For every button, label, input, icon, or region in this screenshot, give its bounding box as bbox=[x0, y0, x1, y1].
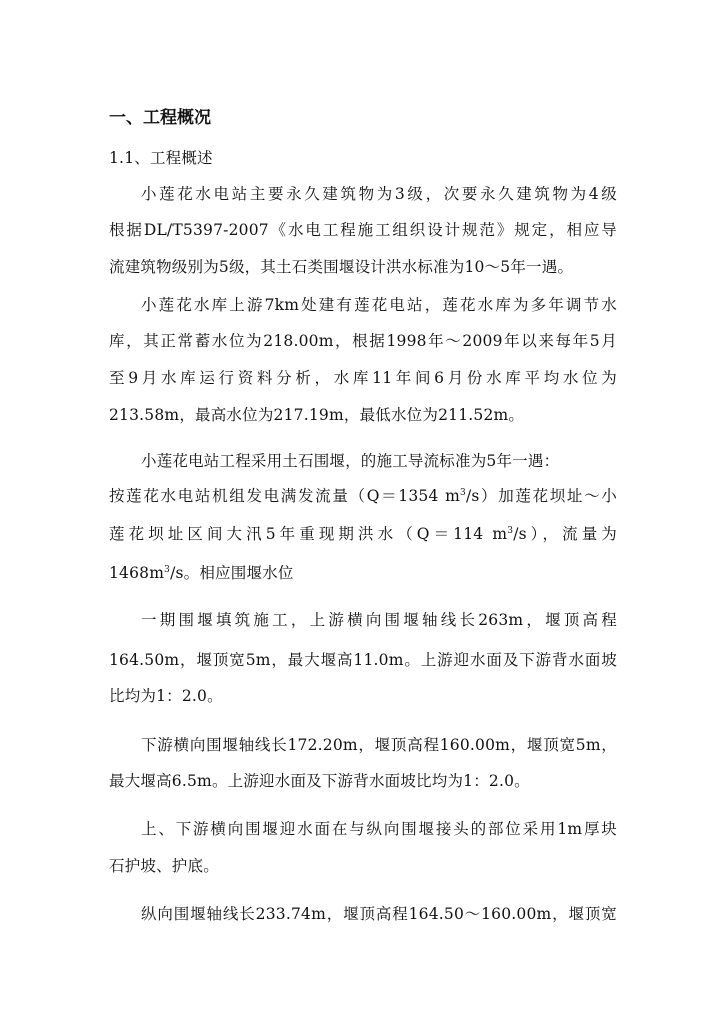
paragraph1-line3: 流建筑物级别为5级，其土石类围堰设计洪水标准为10～5年一遇。 bbox=[109, 258, 574, 276]
paragraph2-line2: 库，其正常蓄水位为218.00m，根据1998年～2009年以来每年5月 bbox=[109, 332, 617, 350]
paragraph3-line2: 按莲花水电站机组发电满发流量（Q＝1354 $m^3/s$）加莲花坝址～小 bbox=[109, 487, 617, 505]
paragraph1-line2: 根据DL/T5397-2007《水电工程施工组织设计规范》规定，相应导 bbox=[109, 221, 617, 239]
paragraph5-line2: 最大堰高6.5m。上游迎水面及下游背水面坡比均为1：2.0。 bbox=[109, 772, 530, 790]
paragraph3-line4: $1468m^3/s$。相应围堰水位 bbox=[109, 564, 294, 582]
paragraph3-line3: 莲花坝址区间大汛5年重现期洪水（Q＝114 $m^3/s$），流量为 bbox=[109, 525, 617, 543]
paragraph2-line3: 至9月水库运行资料分析，水库11年间6月份水库平均水位为 bbox=[109, 369, 617, 387]
paragraph7-line1: 纵向围堰轴线长233.74m，堰顶高程164.50～160.00m，堰顶宽 bbox=[141, 905, 617, 923]
paragraph5-line1: 下游横向围堰轴线长172.20m，堰顶高程160.00m，堰顶宽5m， bbox=[141, 736, 617, 754]
paragraph1-line1: 小莲花水电站主要永久建筑物为3级，次要永久建筑物为4级 bbox=[141, 185, 617, 203]
paragraph6-line1: 上、下游横向围堰迎水面在与纵向围堰接头的部位采用1m厚块 bbox=[141, 820, 617, 838]
paragraph4-line1: 一期围堰填筑施工，上游横向围堰轴线长263m，堰顶高程 bbox=[141, 611, 617, 629]
paragraph2-line4: 213.58m，最高水位为217.19m，最低水位为211.52m。 bbox=[109, 406, 525, 424]
paragraph4-line3: 比均为1：2.0。 bbox=[109, 687, 223, 705]
paragraph6-line2: 石护坡、护底。 bbox=[109, 857, 219, 875]
section-heading: 一、工程概况 bbox=[109, 108, 211, 128]
paragraph3-line1: 小莲花电站工程采用土石围堰，的施工导流标准为5年一遇： bbox=[141, 452, 560, 470]
subsection-heading: 1.1、工程概述 bbox=[109, 149, 213, 167]
paragraph4-line2: 164.50m，堰顶宽5m，最大堰高11.0m。上游迎水面及下游背水面坡 bbox=[109, 651, 617, 669]
paragraph2-line1: 小莲花水库上游7km处建有莲花电站，莲花水库为多年调节水 bbox=[141, 296, 617, 314]
